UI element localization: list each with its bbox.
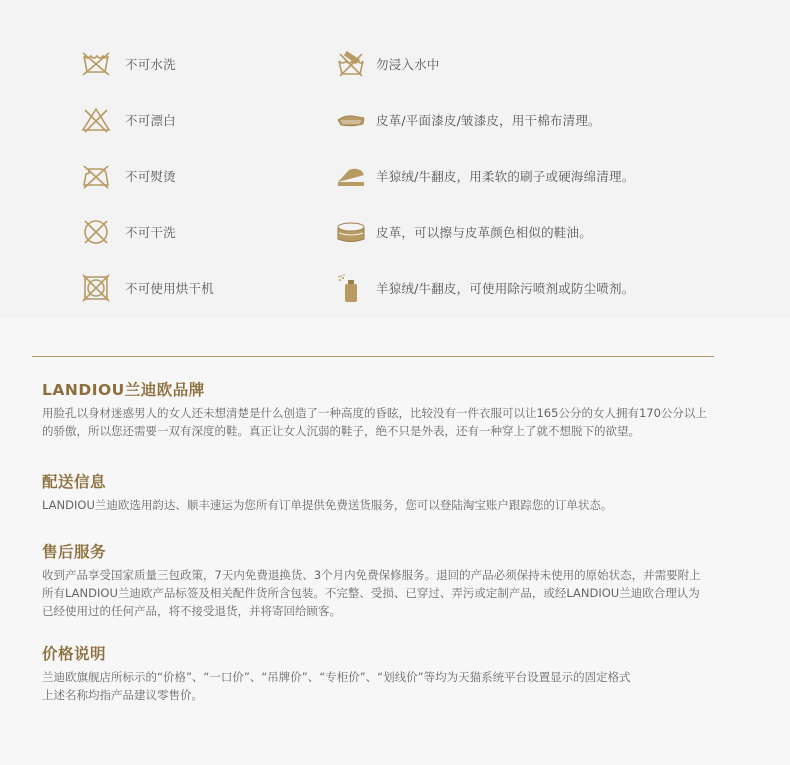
no-dry-clean-icon [80,216,112,248]
care-item [335,260,634,316]
no-bleach-icon [80,104,112,136]
brand-line: 的骄傲，所以您还需要一双有深度的鞋。真正让女人沉弱的鞋子，绝不只是外表，还有一种穿上了就不想脱下的欲望。 [42,424,640,438]
after-sales-line: 所有LANDIOU兰迪欧产品标签及相关配件货所含包装。不完整、受损、已穿过、弄污或定制产品，或经LANDIOU兰迪欧合理认为 [42,586,700,600]
care-label: 勿浸入水中 [376,57,440,72]
care-label: 羊猄绒/牛翻皮，用柔软的刷子或硬海绵清理。 [376,169,635,184]
care-item [335,148,634,204]
shipping-section [42,470,742,514]
care-instructions-panel [0,0,790,318]
section-divider [32,356,714,357]
care-label: 不可漂白 [125,113,176,128]
no-tumble-dry-icon [80,272,112,304]
care-label: 不可水洗 [125,57,176,72]
shipping-line: LANDIOU兰迪欧选用韵达、顺丰速运为您所有订单提供免费送货服务，您可以登陆淘宝账户跟踪您的订单状态。 [42,498,613,512]
care-item [80,204,214,260]
after-sales-section [42,540,742,620]
care-item [335,204,634,260]
care-item [335,92,634,148]
pricing-line: 兰迪欧旗舰店所标示的“价格”、“一口价”、“吊牌价”、“专柜价”、“划线价”等均为天猫系统平台设置显示的固定格式 [42,670,631,684]
no-iron-icon [80,160,112,192]
no-soak-icon [335,48,367,80]
care-label: 皮革，可以擦与皮革颜色相似的鞋油。 [376,225,592,240]
after-sales-line: 已经使用过的任何产品，将不接受退货，并将寄回给顾客。 [42,604,341,618]
care-item [80,36,214,92]
after-sales-line: 收到产品享受国家质量三包政策，7天内免费退换货、3个月内免费保修服务。退回的产品必须保持未使用的原始状态，并需要附上 [42,568,701,582]
shoe-polish-icon [335,216,367,248]
brand-line: 用脸孔以身材迷惑男人的女人还未想清楚是什么创造了一种高度的昏眩，比较没有一件衣服可以让165公分的女人拥有170公分以上 [42,406,707,420]
care-label: 不可使用烘干机 [125,281,214,296]
care-label: 皮革/平面漆皮/皱漆皮，用干棉布清理。 [376,113,601,128]
cloth-wipe-icon [335,104,367,136]
spray-icon [335,272,367,304]
pricing-title: 价格说明 [42,645,107,663]
no-hand-wash-icon [80,48,112,80]
brand-section [42,378,742,440]
after-sales-title: 售后服务 [42,543,107,561]
care-label: 羊猄绒/牛翻皮，可使用除污喷剂或防尘喷剂。 [376,281,635,296]
shipping-title: 配送信息 [42,473,107,491]
shipping-text [42,496,742,514]
pricing-line: 上述名称均指产品建议零售价。 [42,688,203,702]
care-label: 不可干洗 [125,225,176,240]
care-item [80,92,214,148]
care-label: 不可熨烫 [125,169,176,184]
brush-icon [335,160,367,192]
care-item [335,36,634,92]
brand-text [42,404,742,440]
pricing-text [42,668,742,704]
care-list-cleaning [335,36,634,316]
care-list-washing [80,36,214,316]
pricing-section [42,642,742,704]
brand-title: LANDIOU兰迪欧品牌 [42,381,205,399]
care-item [80,260,214,316]
care-item [80,148,214,204]
after-sales-text [42,566,742,620]
